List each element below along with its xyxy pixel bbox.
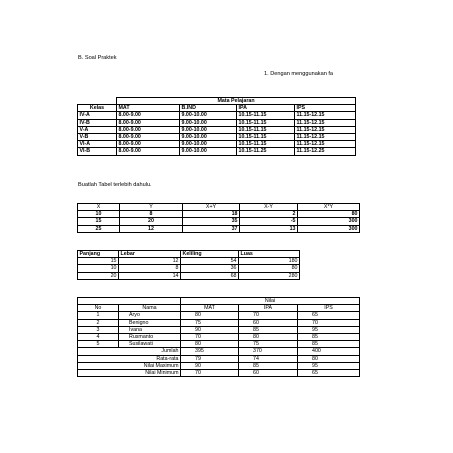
grades-table xyxy=(77,297,360,377)
schedule-time-cell: 11.15-12.15 xyxy=(295,141,356,148)
rect-cell: 15 xyxy=(78,258,119,265)
grades-corner xyxy=(78,298,181,305)
xy-header-cell: X*Y xyxy=(298,204,360,211)
table-row xyxy=(78,312,360,319)
schedule-time-cell: 11.15-12.15 xyxy=(295,112,356,119)
grades-cell: 60 xyxy=(239,319,298,326)
grades-cell: 4 xyxy=(78,333,119,340)
xy-cell: 8 xyxy=(120,211,183,218)
schedule-kelas-cell: IV-B xyxy=(78,119,117,126)
table-row xyxy=(78,141,356,148)
schedule-time-cell: 10.15-11.15 xyxy=(237,141,295,148)
grades-cell: Rusmanto xyxy=(119,333,181,340)
schedule-time-cell: 11.15-12.15 xyxy=(295,133,356,140)
summary-value: 400 xyxy=(298,348,360,355)
summary-value: 370 xyxy=(239,348,298,355)
grades-cell: 70 xyxy=(239,312,298,319)
xy-header-cell: X xyxy=(78,204,120,211)
table-row xyxy=(78,218,360,225)
xy-cell: 15 xyxy=(78,218,120,225)
grades-header-cell: MAT xyxy=(181,305,239,312)
grades-header-cell: Nama xyxy=(119,305,181,312)
schedule-time-cell: 9.00-10.00 xyxy=(180,119,237,126)
table-row xyxy=(78,326,360,333)
rect-cell: 68 xyxy=(181,272,239,279)
rect-cell: 36 xyxy=(181,265,239,272)
schedule-time-cell: 8.00-9.00 xyxy=(117,148,180,155)
schedule-time-cell: 10.15-11.15 xyxy=(237,112,295,119)
table-row xyxy=(78,112,356,119)
rect-table xyxy=(77,250,300,280)
rect-header-cell: Keliling xyxy=(181,251,239,258)
rect-cell: 80 xyxy=(239,265,300,272)
schedule-time-cell: 8.00-9.00 xyxy=(117,126,180,133)
table-row xyxy=(78,333,360,340)
summary-row xyxy=(78,355,360,362)
grades-cell: Ivana xyxy=(119,326,181,333)
table-row xyxy=(78,258,300,265)
schedule-kelas-cell: V-B xyxy=(78,133,117,140)
table-row xyxy=(78,133,356,140)
summary-value: 74 xyxy=(239,355,298,362)
summary-value: 79 xyxy=(181,355,239,362)
schedule-time-cell: 10.15-11.15 xyxy=(237,119,295,126)
xy-cell: -5 xyxy=(240,218,298,225)
schedule-corner xyxy=(78,98,117,105)
rect-cell: 12 xyxy=(119,258,181,265)
note-text: Buatlah Tabel terlebih dahulu. xyxy=(78,182,152,188)
table-header-row xyxy=(78,204,360,211)
grades-cell: Benigno xyxy=(119,319,181,326)
grades-header-cell: No xyxy=(78,305,119,312)
schedule-kelas-cell: VI-A xyxy=(78,141,117,148)
summary-row xyxy=(78,348,360,355)
xy-cell: 35 xyxy=(183,218,240,225)
grades-cell: 80 xyxy=(181,341,239,348)
summary-label: Jumlah xyxy=(78,348,181,355)
table-row xyxy=(78,225,360,232)
rect-cell: 10 xyxy=(78,265,119,272)
schedule-group-header: Mata Pelajaran xyxy=(117,98,356,105)
grades-cell: 95 xyxy=(298,326,360,333)
table-header-row xyxy=(78,305,360,312)
table-row xyxy=(78,119,356,126)
table-row xyxy=(78,126,356,133)
table-row xyxy=(78,265,300,272)
summary-value: 85 xyxy=(239,362,298,369)
schedule-time-cell: 9.00-10.00 xyxy=(180,126,237,133)
grades-cell: 1 xyxy=(78,312,119,319)
schedule-time-cell: 10.15-11.25 xyxy=(237,148,295,155)
grades-cell: 65 xyxy=(298,312,360,319)
grades-cell: 80 xyxy=(239,333,298,340)
schedule-time-cell: 9.00-10.00 xyxy=(180,148,237,155)
rect-header-cell: Lebar xyxy=(119,251,181,258)
schedule-time-cell: 10.15-11.15 xyxy=(237,133,295,140)
rect-cell: 8 xyxy=(119,265,181,272)
grades-header-cell: IPS xyxy=(298,305,360,312)
schedule-col-header: IPA xyxy=(237,105,295,112)
xy-table xyxy=(77,203,360,233)
summary-label: Nilai Maximum xyxy=(78,362,181,369)
grades-cell: 3 xyxy=(78,326,119,333)
schedule-time-cell: 8.00-9.00 xyxy=(117,133,180,140)
summary-value: 70 xyxy=(181,369,239,376)
xy-cell: 300 xyxy=(298,225,360,232)
xy-cell: 10 xyxy=(78,211,120,218)
xy-cell: 300 xyxy=(298,218,360,225)
grades-cell: 85 xyxy=(239,326,298,333)
rect-cell: 280 xyxy=(239,272,300,279)
schedule-kelas-header: Kelas xyxy=(78,105,117,112)
summary-value: 80 xyxy=(298,355,360,362)
summary-value: 95 xyxy=(298,362,360,369)
grades-cell: 2 xyxy=(78,319,119,326)
grades-cell: Aryo xyxy=(119,312,181,319)
schedule-time-cell: 9.00-10.00 xyxy=(180,141,237,148)
grades-cell: 90 xyxy=(181,326,239,333)
schedule-col-header: IPS xyxy=(295,105,356,112)
grades-header-cell: IPA xyxy=(239,305,298,312)
summary-value: 60 xyxy=(239,369,298,376)
schedule-time-cell: 11.15-12.25 xyxy=(295,148,356,155)
summary-value: 395 xyxy=(181,348,239,355)
section-title: B. Soal Praktek xyxy=(78,55,117,61)
xy-header-cell: Y xyxy=(120,204,183,211)
instruction-text: 1. Dengan menggunakan fa xyxy=(264,71,334,77)
grades-cell: 70 xyxy=(181,333,239,340)
grades-cell: 70 xyxy=(298,319,360,326)
table-header-row xyxy=(78,251,300,258)
rect-cell: 54 xyxy=(181,258,239,265)
xy-cell: 13 xyxy=(240,225,298,232)
summary-value: 65 xyxy=(298,369,360,376)
schedule-time-cell: 9.00-10.00 xyxy=(180,133,237,140)
grades-cell: 85 xyxy=(298,333,360,340)
summary-row xyxy=(78,369,360,376)
xy-cell: 20 xyxy=(120,218,183,225)
grades-cell: 75 xyxy=(181,319,239,326)
table-row xyxy=(78,341,360,348)
grades-cell: 75 xyxy=(239,341,298,348)
xy-cell: 18 xyxy=(183,211,240,218)
schedule-time-cell: 11.15-12.15 xyxy=(295,119,356,126)
table-row xyxy=(78,319,360,326)
rect-header-cell: Panjang xyxy=(78,251,119,258)
grades-cell: 85 xyxy=(298,341,360,348)
xy-cell: 12 xyxy=(120,225,183,232)
schedule-col-header: MAT xyxy=(117,105,180,112)
grades-cell: Susilawati xyxy=(119,341,181,348)
xy-cell: 25 xyxy=(78,225,120,232)
schedule-time-cell: 8.00-9.00 xyxy=(117,112,180,119)
schedule-time-cell: 8.00-9.00 xyxy=(117,141,180,148)
rect-cell: 180 xyxy=(239,258,300,265)
grades-cell: 5 xyxy=(78,341,119,348)
xy-header-cell: X-Y xyxy=(240,204,298,211)
schedule-time-cell: 11.15-12.15 xyxy=(295,126,356,133)
xy-header-cell: X+Y xyxy=(183,204,240,211)
summary-label: Rata-rata xyxy=(78,355,181,362)
grades-group-header: Nilai xyxy=(181,298,360,305)
xy-cell: 37 xyxy=(183,225,240,232)
summary-value: 90 xyxy=(181,362,239,369)
schedule-kelas-cell: IV-A xyxy=(78,112,117,119)
grades-cell: 80 xyxy=(181,312,239,319)
xy-cell: 2 xyxy=(240,211,298,218)
table-row xyxy=(78,148,356,155)
summary-row xyxy=(78,362,360,369)
schedule-table xyxy=(77,97,356,156)
schedule-time-cell: 8.00-9.00 xyxy=(117,119,180,126)
table-row xyxy=(78,272,300,279)
schedule-kelas-cell: VI-B xyxy=(78,148,117,155)
schedule-col-header: B.IND xyxy=(180,105,237,112)
rect-cell: 20 xyxy=(78,272,119,279)
schedule-time-cell: 9.00-10.00 xyxy=(180,112,237,119)
table-row xyxy=(78,211,360,218)
summary-label: Nilai Minimum xyxy=(78,369,181,376)
schedule-kelas-cell: V-A xyxy=(78,126,117,133)
schedule-time-cell: 10.15-11.15 xyxy=(237,126,295,133)
rect-cell: 14 xyxy=(119,272,181,279)
rect-header-cell: Luas xyxy=(239,251,300,258)
xy-cell: 80 xyxy=(298,211,360,218)
